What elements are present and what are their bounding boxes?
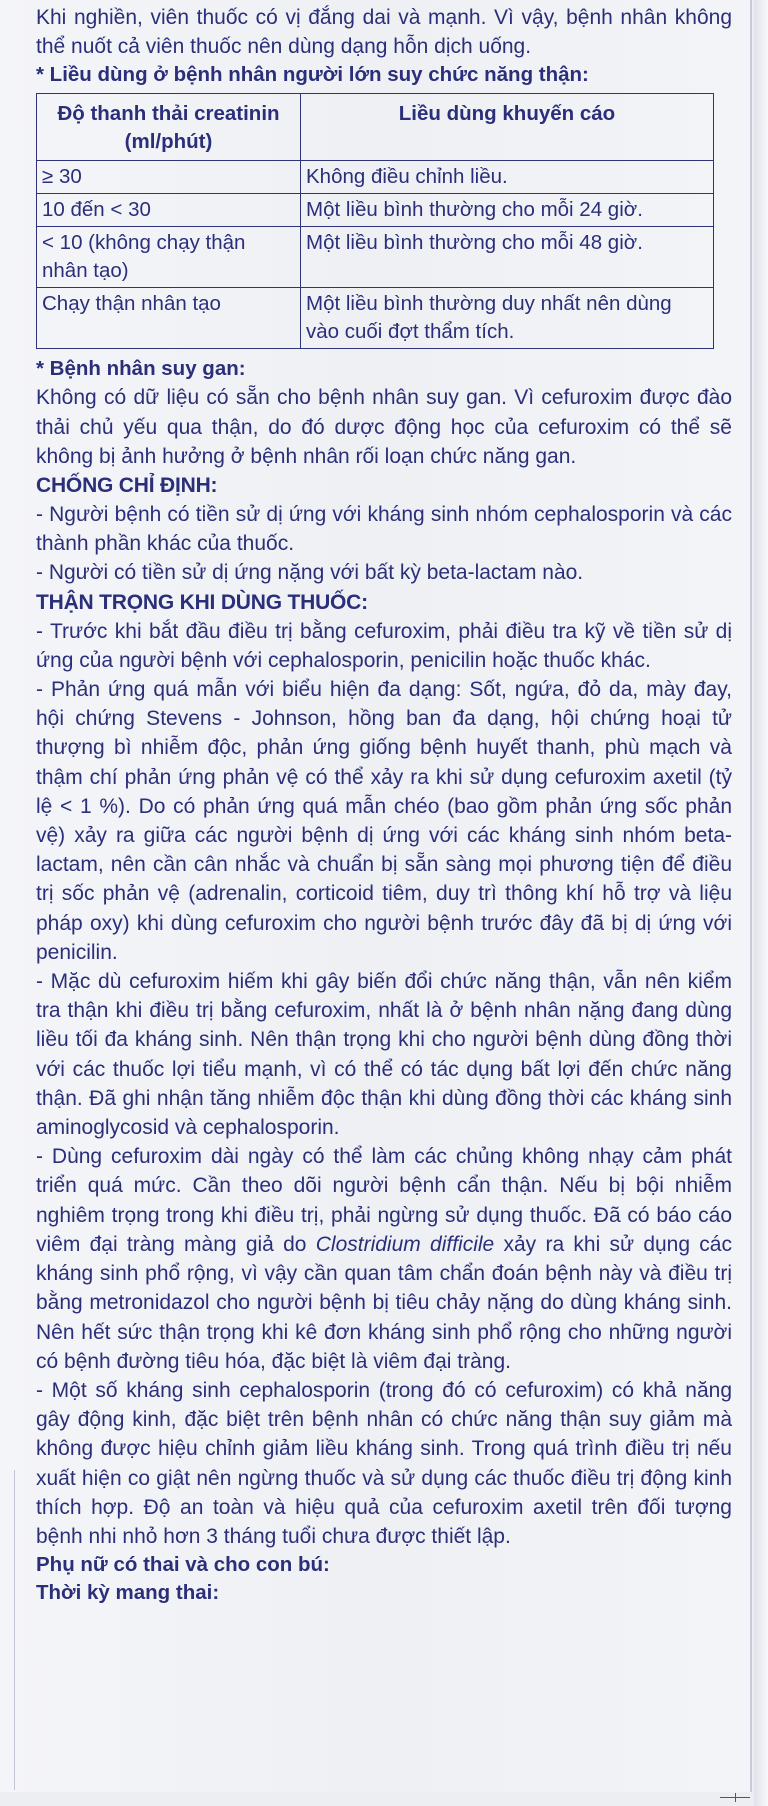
pregnancy-heading: Phụ nữ có thai và cho con bú: [36,1553,330,1577]
hepatic-paragraph: Không có dữ liệu có sẵn cho bệnh nhân suy gan. Vì cefuroxim được đào thải chủ yếu qua thận, do đó dược động học của cefuroxim có thể sẽ không bị ảnh hưởng ở bệnh nhân rối loạn chức năng gan. [36,386,732,468]
crop-mark [735,1793,736,1802]
clearance-cell: 10 đến < 30 [37,194,301,227]
precaution-text: - Dùng cefuroxim dài ngày có thể làm các chủng không nhạy cảm phát triển quá mức. Cần theo dõi người bệnh cẩn thận. Nếu bị bội nhiễm nghiêm trọng trong khi điều trị, phải ngừng sử dụng thuốc. Đã có báo cáo viêm đại tràng màng giả do [36,1145,732,1256]
fold-crease [14,1470,15,1790]
page-fold-edge [754,0,768,1806]
dose-cell: Không điều chỉnh liều. [301,161,714,194]
organism-name: Clostridium difficile [315,1232,495,1256]
precaution-text: xảy ra khi sử dụng các kháng sinh phổ rộng, vì vậy cần quan tâm chẩn đoán bệnh này và điều trị bằng metronidazol cho người bệnh bị tiêu chảy nặng do dùng kháng sinh. Nên hết sức thận trọng khi kê đơn kháng sinh phổ rộng cho những người có bệnh đường tiêu hóa, đặc biệt là viêm đại tràng. [36,1232,732,1373]
dose-cell: Một liều bình thường cho mỗi 48 giờ. [301,227,714,288]
table-row [37,194,714,227]
precaution-paragraph [36,1142,732,1376]
precautions-heading: THẬN TRỌNG KHI DÙNG THUỐC: [36,590,368,614]
clearance-cell: < 10 (không chạy thận nhân tạo) [37,227,301,288]
recommended-dose-header: Liều dùng khuyến cáo [301,94,714,161]
renal-heading: * Liều dùng ở bệnh nhân người lớn suy chức năng thận: [36,63,589,87]
dose-cell: Một liều bình thường cho mỗi 24 giờ. [301,194,714,227]
contraindications-heading: CHỐNG CHỈ ĐỊNH: [36,474,218,498]
table-row [37,227,714,288]
dose-cell: Một liều bình thường duy nhất nên dùng vào cuối đợt thẩm tích. [301,288,714,349]
pregnancy-subheading: Thời kỳ mang thai: [36,1581,220,1605]
renal-dosage-table [36,93,714,349]
precaution-paragraph: - Trước khi bắt đầu điều trị bằng cefuroxim, phải điều tra kỹ về tiền sử dị ứng của người bệnh với cephalosporin, penicilin hoặc thuốc khác. [36,619,732,672]
clearance-cell: ≥ 30 [37,161,301,194]
precaution-paragraph: - Phản ứng quá mẫn với biểu hiện đa dạng: Sốt, ngứa, đỏ da, mày đay, hội chứng Stevens - Johnson, hồng ban đa dạng, hội chứng hoại tử thượng bì nhiễm độc, phản ứng giống bệnh huyết thanh, phù mạch và thậm chí phản ứng phản vệ có thể xảy ra khi sử dụng cefuroxim axetil (tỷ lệ < 1 %). Do có phản ứng quá mẫn chéo (bao gồm phản ứng sốc phản vệ) xảy ra giữa các người bệnh dị ứng với các kháng sinh nhóm beta-lactam, nên cần cân nhắc và chuẩn bị sẵn sàng mọi phương tiện để điều trị sốc phản vệ (adrenalin, corticoid tiêm, duy trì thông khí hỗ trợ và liệu pháp oxy) khi dùng cefuroxim cho người bệnh trước đây đã bị dị ứng với penicilin. [36,678,732,964]
table-row [37,288,714,349]
precaution-paragraph: - Mặc dù cefuroxim hiếm khi gây biến đổi chức năng thận, vẫn nên kiểm tra thận khi điều trị bằng cefuroxim, nhất là ở bệnh nhân nặng đang dùng liều tối đa kháng sinh. Nên thận trọng khi cho người bệnh dùng đồng thời với các thuốc lợi tiểu mạnh, vì có thể có tác dụng bất lợi đến chức năng thận. Đã ghi nhận tăng nhiễm độc thận khi dùng đồng thời các kháng sinh aminoglycosid và cephalosporin. [36,970,732,1140]
clearance-cell: Chạy thận nhân tạo [37,288,301,349]
hepatic-heading: * Bệnh nhân suy gan: [36,357,246,381]
contraindication-item: - Người bệnh có tiền sử dị ứng với kháng sinh nhóm cephalosporin và các thành phần khác của thuốc. [36,503,732,556]
table-header-row [37,94,714,161]
creatinine-clearance-header: Độ thanh thải creatinin (ml/phút) [37,94,301,161]
precaution-paragraph: - Một số kháng sinh cephalosporin (trong đó có cefuroxim) có khả năng gây động kinh, đặc biệt trên bệnh nhân có chức năng thận suy giảm mà không được hiệu chỉnh giảm liều kháng sinh. Trong quá trình điều trị nếu xuất hiện co giật nên ngừng thuốc và sử dụng các thuốc điều trị động kinh thích hợp. Độ an toàn và hiệu quả của cefuroxim axetil trên đối tượng bệnh nhi nhỏ hơn 3 tháng tuổi chưa được thiết lập. [36,1378,732,1548]
intro-paragraph: Khi nghiền, viên thuốc có vị đắng dai và mạnh. Vì vậy, bệnh nhân không thể nuốt cả viên thuốc nên dùng dạng hỗn dịch uống. [36,6,732,59]
contraindication-item: - Người có tiền sử dị ứng nặng với bất kỳ beta-lactam nào. [36,561,584,585]
table-row [37,161,714,194]
